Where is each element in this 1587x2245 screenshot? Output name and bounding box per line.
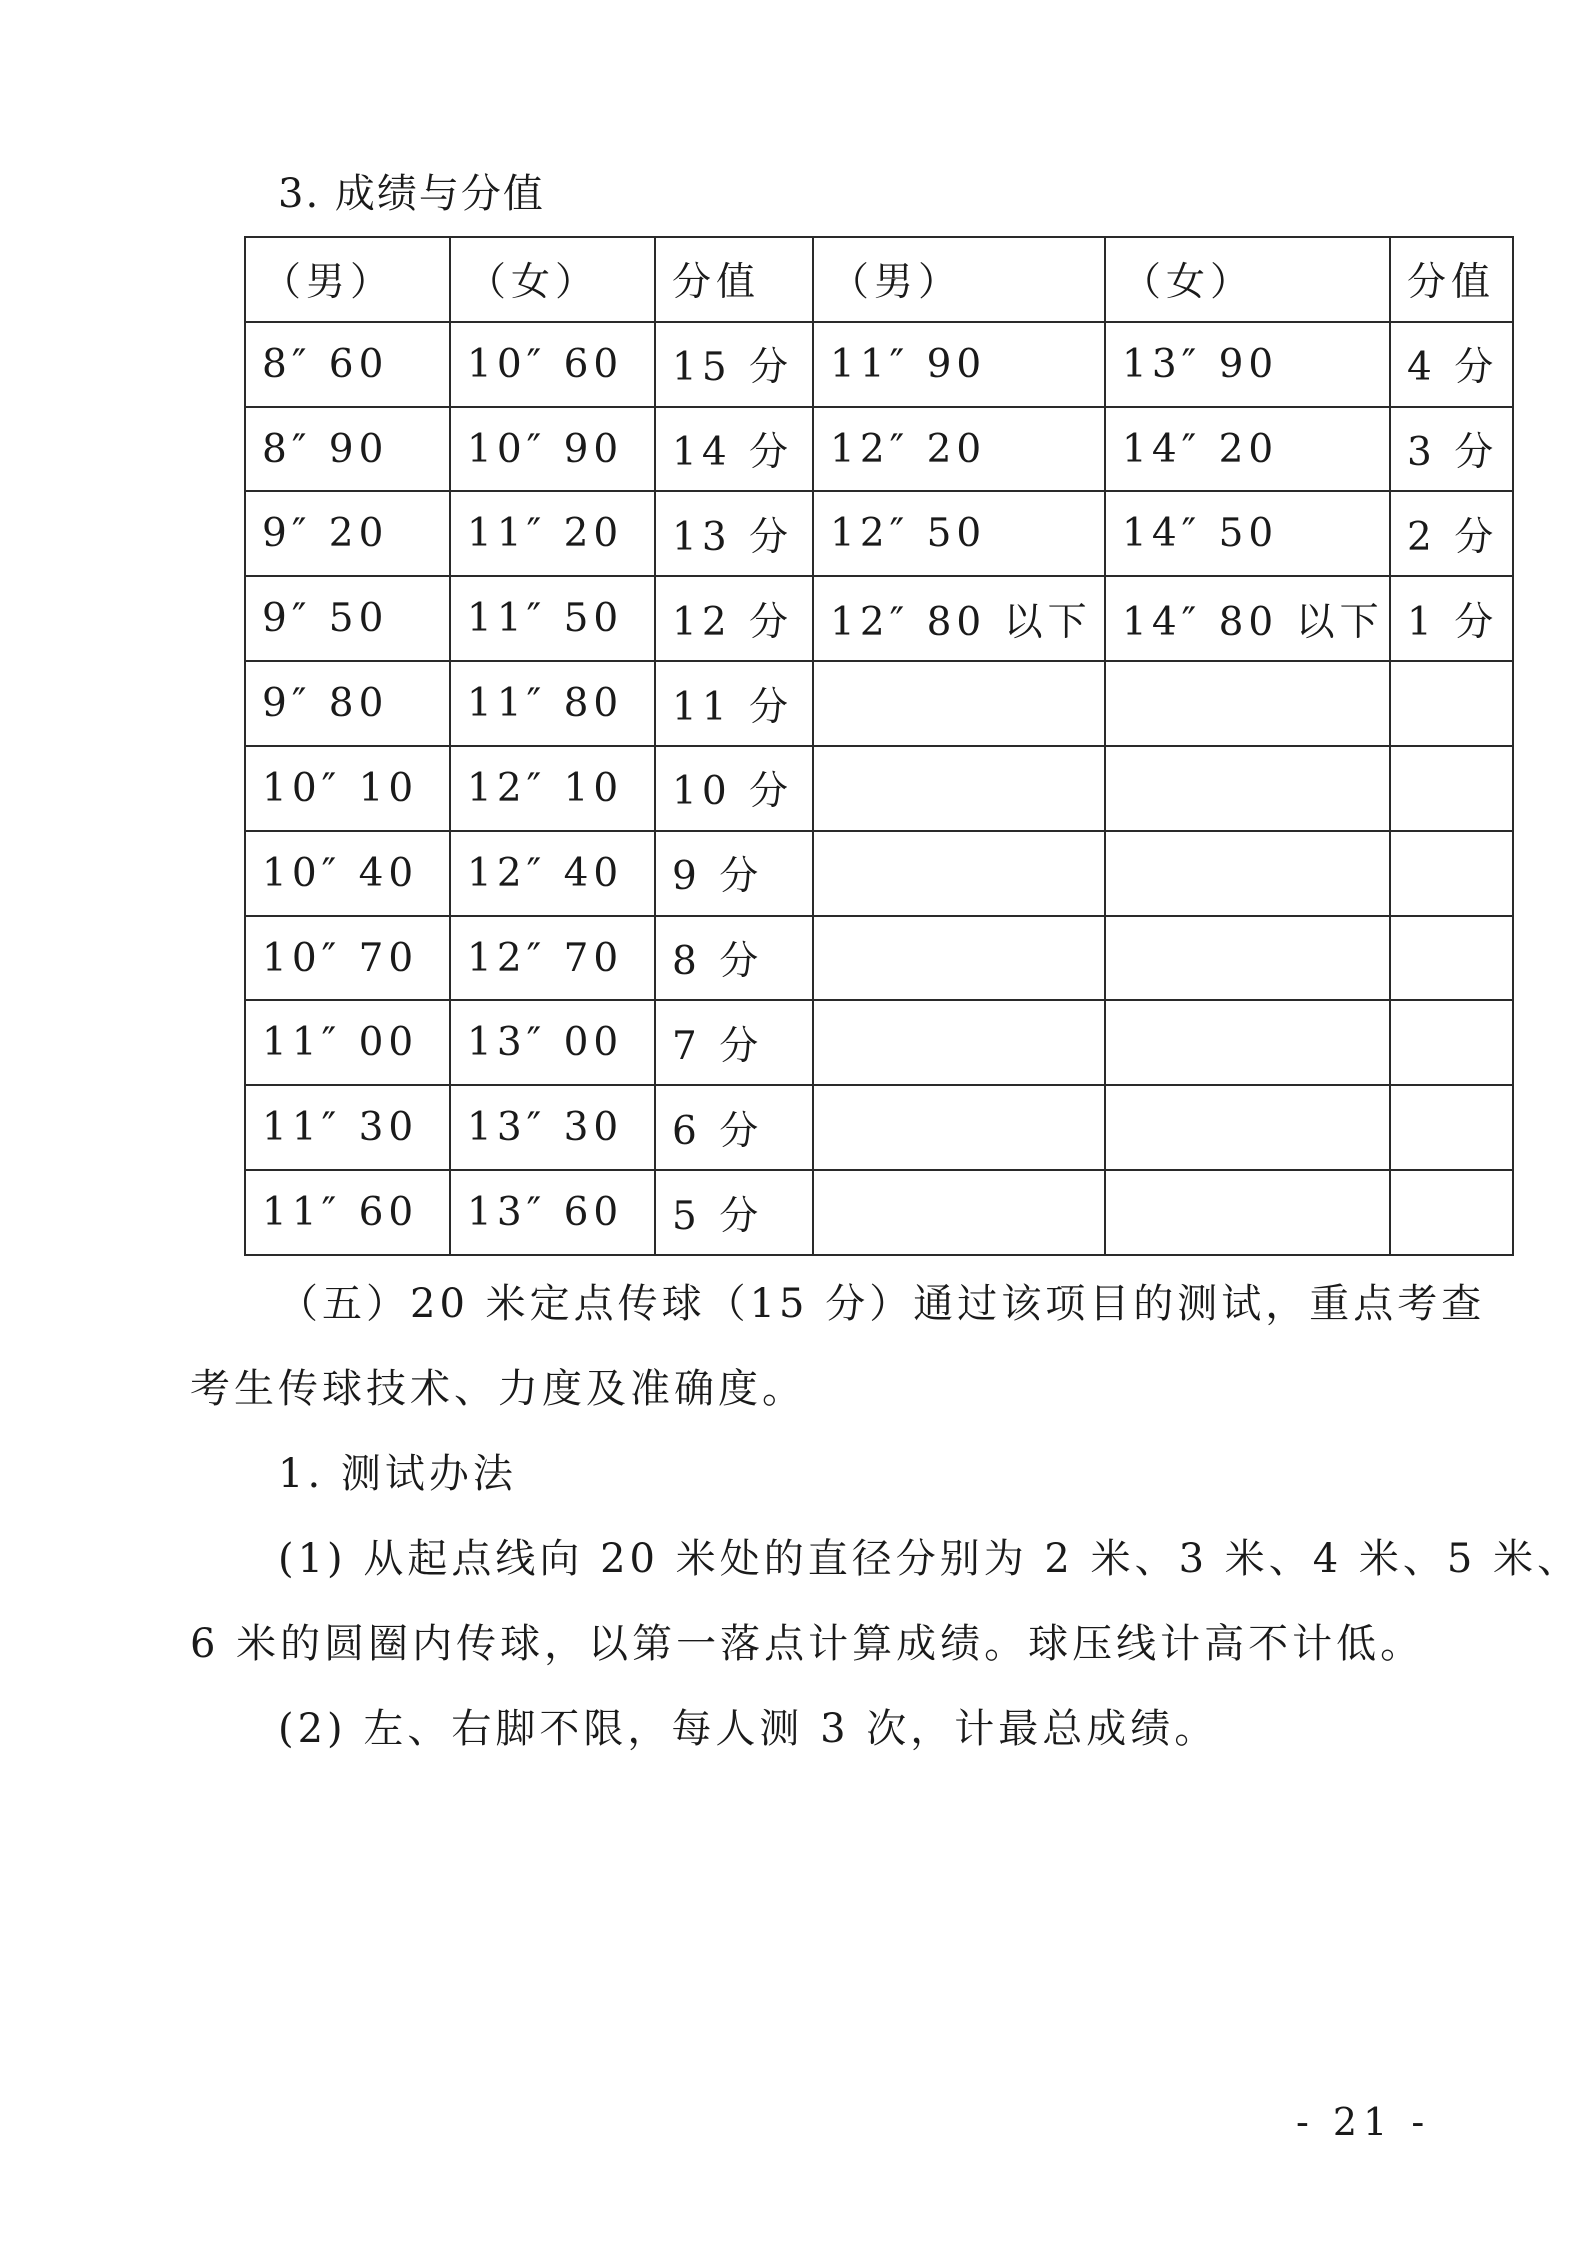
table-row xyxy=(245,1170,1513,1255)
table-cell: 11″ 30 xyxy=(245,1085,450,1170)
paragraph-rule-1: (1) 从起点线向 20 米处的直径分别为 2 米、3 米、4 米、5 米、 xyxy=(278,1536,1582,1582)
table-cell: 6 分 xyxy=(655,1085,813,1170)
table-cell xyxy=(1390,916,1513,1001)
table-cell: 9″ 50 xyxy=(245,576,450,661)
table-row xyxy=(245,322,1513,407)
table-cell xyxy=(1105,1085,1390,1170)
header-cell: （女） xyxy=(450,237,655,322)
table-cell xyxy=(1105,831,1390,916)
paragraph-rule-2: (2) 左、右脚不限，每人测 3 次，计最总成绩。 xyxy=(278,1706,1219,1752)
table-row xyxy=(245,831,1513,916)
table-cell: 12″ 20 xyxy=(813,407,1105,492)
table-cell: 11″ 80 xyxy=(450,661,655,746)
header-cell: （女） xyxy=(1105,237,1390,322)
header-cell: （男） xyxy=(245,237,450,322)
table-cell: 12″ 80 以下 xyxy=(813,576,1105,661)
paragraph-passing-test: （五）20 米定点传球（15 分）通过该项目的测试，重点考查 xyxy=(278,1281,1486,1327)
table-cell: 14″ 50 xyxy=(1105,491,1390,576)
table-cell: 1 分 xyxy=(1390,576,1513,661)
table-cell xyxy=(813,916,1105,1001)
table-cell: 13″ 90 xyxy=(1105,322,1390,407)
table-cell: 13″ 30 xyxy=(450,1085,655,1170)
table-cell: 10″ 90 xyxy=(450,407,655,492)
table-cell: 11″ 50 xyxy=(450,576,655,661)
table-cell xyxy=(1390,746,1513,831)
subheading-test-method: 1. 测试办法 xyxy=(278,1451,517,1497)
table-cell: 12″ 50 xyxy=(813,491,1105,576)
table-cell: 9″ 80 xyxy=(245,661,450,746)
table-cell xyxy=(813,1170,1105,1255)
table-cell xyxy=(1390,831,1513,916)
table-cell: 5 分 xyxy=(655,1170,813,1255)
table-cell xyxy=(813,661,1105,746)
table-cell: 14″ 80 以下 xyxy=(1105,576,1390,661)
table-cell xyxy=(1105,746,1390,831)
table-row xyxy=(245,1085,1513,1170)
table-cell: 10″ 70 xyxy=(245,916,450,1001)
table-cell: 14″ 20 xyxy=(1105,407,1390,492)
table-cell xyxy=(1390,1170,1513,1255)
table-cell: 11″ 20 xyxy=(450,491,655,576)
table-row xyxy=(245,746,1513,831)
table-cell xyxy=(1390,661,1513,746)
header-cell: 分值 xyxy=(1390,237,1513,322)
table-cell xyxy=(1105,661,1390,746)
table-cell: 10″ 60 xyxy=(450,322,655,407)
table-cell xyxy=(813,831,1105,916)
table-row xyxy=(245,661,1513,746)
table-cell: 12″ 40 xyxy=(450,831,655,916)
table-row xyxy=(245,407,1513,492)
table-cell: 12″ 70 xyxy=(450,916,655,1001)
table-cell: 7 分 xyxy=(655,1000,813,1085)
header-cell: （男） xyxy=(813,237,1105,322)
table-cell: 12 分 xyxy=(655,576,813,661)
header-cell: 分值 xyxy=(655,237,813,322)
table-cell: 13″ 00 xyxy=(450,1000,655,1085)
paragraph-rule-1-cont: 6 米的圆圈内传球，以第一落点计算成绩。球压线计高不计低。 xyxy=(190,1621,1425,1667)
table-cell: 15 分 xyxy=(655,322,813,407)
table-cell: 11″ 90 xyxy=(813,322,1105,407)
score-table xyxy=(244,236,1514,1256)
table-cell: 11 分 xyxy=(655,661,813,746)
table-cell: 13″ 60 xyxy=(450,1170,655,1255)
table-cell: 10″ 40 xyxy=(245,831,450,916)
table-header-row xyxy=(245,237,1513,322)
table-cell: 8″ 90 xyxy=(245,407,450,492)
table-cell: 11″ 60 xyxy=(245,1170,450,1255)
table-cell: 3 分 xyxy=(1390,407,1513,492)
table-cell xyxy=(1105,1170,1390,1255)
table-cell: 13 分 xyxy=(655,491,813,576)
table-cell: 10″ 10 xyxy=(245,746,450,831)
table-row xyxy=(245,491,1513,576)
table-cell xyxy=(1105,916,1390,1001)
table-cell: 14 分 xyxy=(655,407,813,492)
table-cell xyxy=(813,1000,1105,1085)
table-row xyxy=(245,916,1513,1001)
table-cell: 10 分 xyxy=(655,746,813,831)
table-row xyxy=(245,1000,1513,1085)
paragraph-passing-test-cont: 考生传球技术、力度及准确度。 xyxy=(190,1366,806,1412)
page-number: - 21 - xyxy=(1296,2100,1431,2144)
section-heading: 3. 成绩与分值 xyxy=(278,171,545,217)
table-cell xyxy=(813,746,1105,831)
table-cell: 4 分 xyxy=(1390,322,1513,407)
table-cell xyxy=(1105,1000,1390,1085)
table-cell xyxy=(813,1085,1105,1170)
table-cell: 9 分 xyxy=(655,831,813,916)
table-cell: 8 分 xyxy=(655,916,813,1001)
table-cell xyxy=(1390,1085,1513,1170)
table-cell: 8″ 60 xyxy=(245,322,450,407)
table-cell: 2 分 xyxy=(1390,491,1513,576)
table-cell: 12″ 10 xyxy=(450,746,655,831)
table-cell: 9″ 20 xyxy=(245,491,450,576)
table-cell: 11″ 00 xyxy=(245,1000,450,1085)
table-cell xyxy=(1390,1000,1513,1085)
table-row xyxy=(245,576,1513,661)
